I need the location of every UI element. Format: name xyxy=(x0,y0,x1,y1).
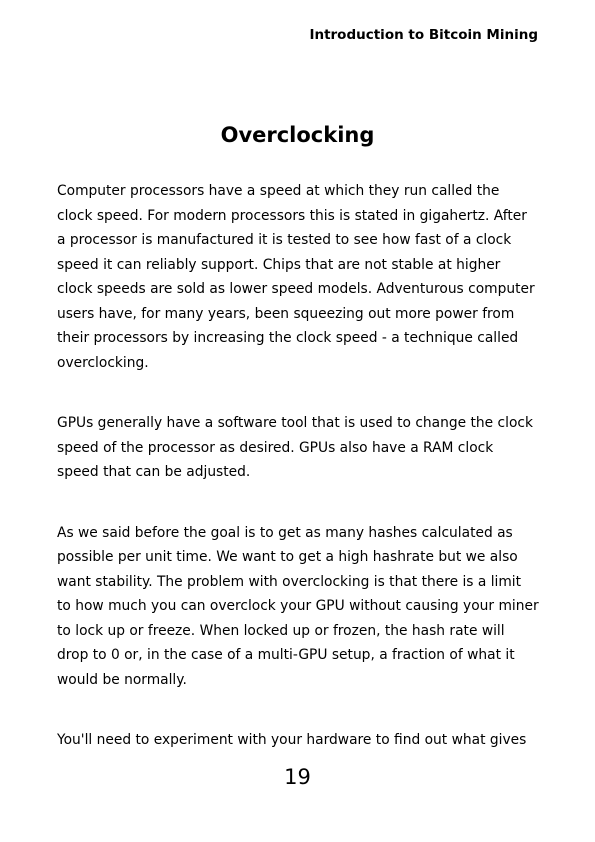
paragraph-1: Computer processors have a speed at which they run called the clock speed. For modern processors this is stated in gigahertz. After a processor is manufactured it is tested to see how fast of a clock speed it can reliably support. Chips that are not stable at higher clock speeds are sold as lower speed models. Adventurous computer users have, for many years, been squeezing out more power from their processors by increasing the clock speed - a technique called overclocking. xyxy=(57,183,535,371)
paragraph-3: As we said before the goal is to get as many hashes calculated as possible per unit time. We want to get a high hashrate but we also want stability. The problem with overclocking is that there is a limit to how much you can overclock your GPU without causing your miner to lock up or freeze. When locked up or frozen, the hash rate will drop to 0 or, in the case of a multi-GPU setup, a fraction of what it would be normally. xyxy=(57,524,539,688)
paragraph-4: You'll need to experiment with your hardware to find out what gives xyxy=(57,732,527,748)
section-title: Overclocking xyxy=(220,123,375,147)
body-text xyxy=(57,179,539,789)
running-header: Introduction to Bitcoin Mining xyxy=(309,27,538,43)
paragraph-2: GPUs generally have a software tool that is used to change the clock speed of the processor as desired. GPUs also have a RAM clock speed that can be adjusted. xyxy=(57,415,533,480)
page-number: 19 xyxy=(284,765,311,789)
